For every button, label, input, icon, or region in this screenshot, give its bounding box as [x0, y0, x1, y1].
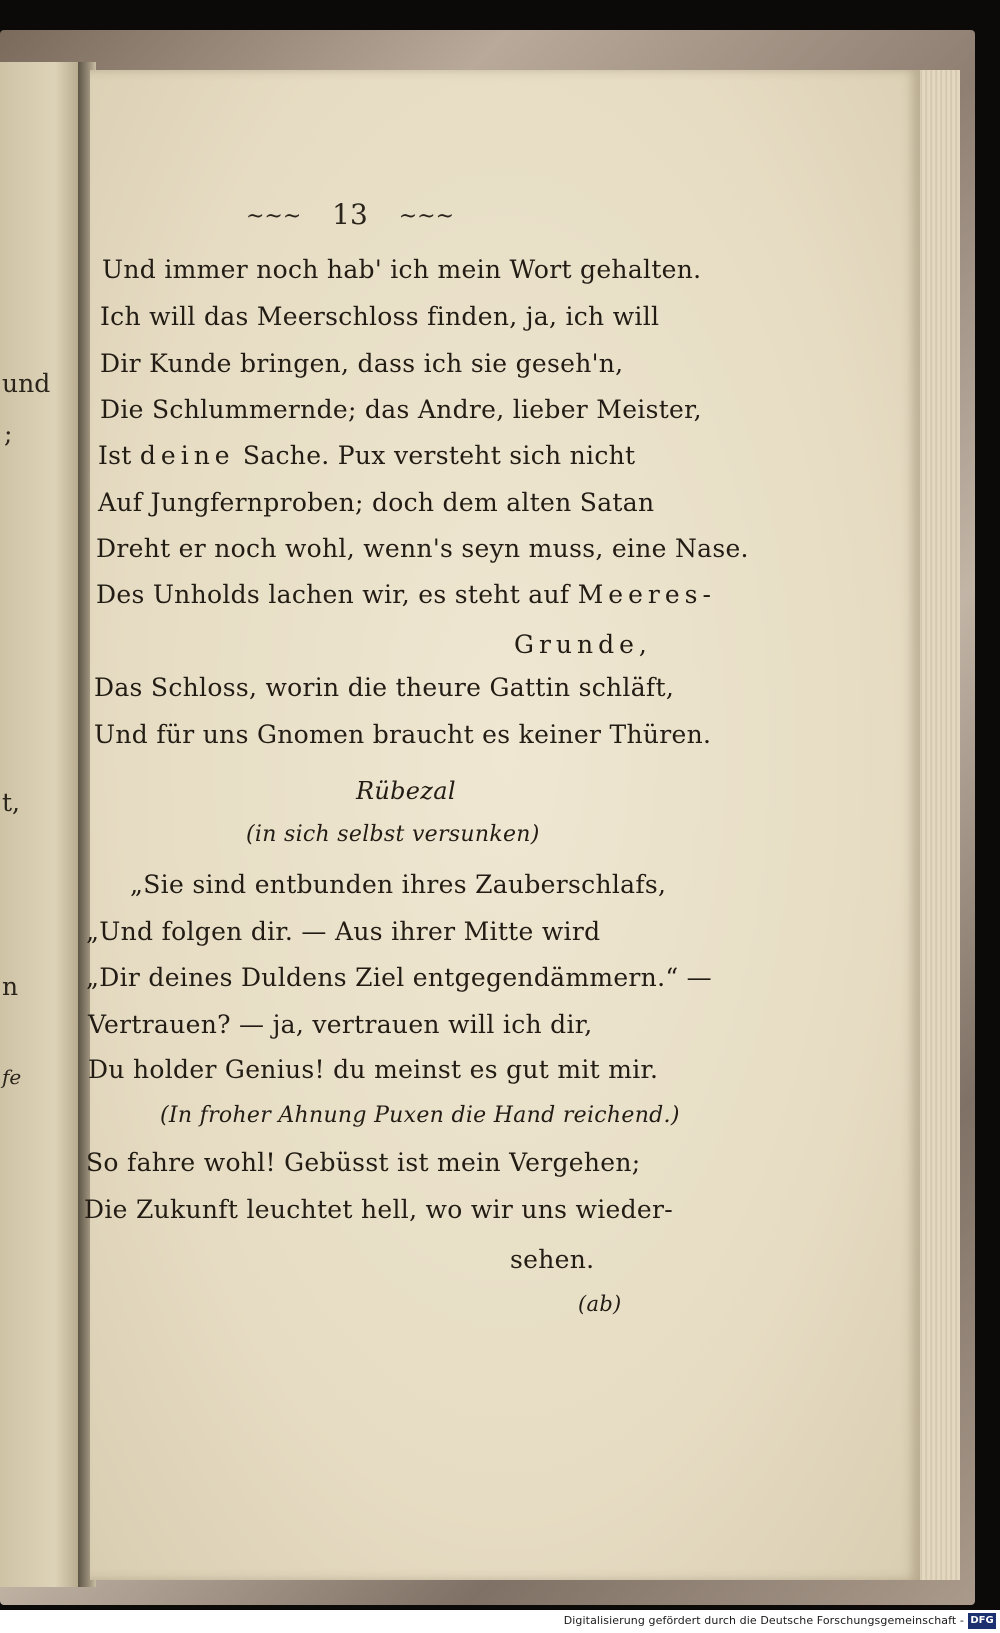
- verse-text: Des Unholds lachen wir, es steht auf: [96, 580, 578, 609]
- emphasis-text: Meeres-: [577, 580, 716, 609]
- left-page-fragment: t,: [2, 788, 20, 817]
- left-page-fragment: ;: [4, 419, 13, 448]
- verse-line: Du holder Genius! du meinst es gut mit mir.: [88, 1055, 659, 1084]
- dfg-logo: DFG: [968, 1613, 996, 1629]
- verse-text: ,: [638, 630, 648, 659]
- ornament-right: ~~~: [398, 204, 455, 229]
- page-edge: [918, 70, 960, 1580]
- book-page: [84, 70, 920, 1580]
- page-number: 13: [332, 198, 368, 231]
- verse-line: sehen.: [510, 1245, 595, 1274]
- verse-line: [98, 441, 635, 470]
- stage-direction: (In froher Ahnung Puxen die Hand reichend.): [160, 1103, 680, 1128]
- verse-text: Ist: [98, 441, 140, 470]
- speaker-name: Rübezal: [356, 777, 456, 805]
- left-page-fragment: n: [2, 972, 19, 1001]
- left-page-fragment: und: [2, 369, 51, 398]
- ornament-left: ~~~: [245, 204, 302, 229]
- emphasis-text: Grunde: [514, 630, 639, 659]
- left-page: [0, 62, 78, 1587]
- stage-direction: (in sich selbst versunken): [246, 822, 540, 847]
- footer-bar: [0, 1610, 1000, 1633]
- verse-line: [514, 630, 647, 659]
- quote-line: „Dir deines Duldens Ziel entgegendämmern.“ —: [86, 963, 712, 992]
- verse-line: Dreht er noch wohl, wenn's seyn muss, eine Nase.: [96, 534, 749, 563]
- verse-line: Die Schlummernde; das Andre, lieber Meister,: [100, 395, 702, 424]
- verse-line: Das Schloss, worin die theure Gattin schläft,: [94, 673, 675, 702]
- funding-credit: Digitalisierung gefördert durch die Deutsche Forschungsgemeinschaft -: [563, 1614, 964, 1627]
- verse-line: [96, 580, 716, 609]
- verse-line: Die Zukunft leuchtet hell, wo wir uns wieder-: [84, 1195, 674, 1224]
- emphasis-text: deine: [139, 441, 235, 470]
- verse-line: Vertrauen? — ja, vertrauen will ich dir,: [88, 1010, 593, 1039]
- verse-line: Und immer noch hab' ich mein Wort gehalten.: [102, 255, 702, 284]
- verse-line: Auf Jungfernproben; doch dem alten Satan: [98, 488, 655, 517]
- verse-line: So fahre wohl! Gebüsst ist mein Vergehen;: [86, 1148, 641, 1177]
- quote-line: „Und folgen dir. — Aus ihrer Mitte wird: [86, 917, 601, 946]
- quote-line: „Sie sind entbunden ihres Zauberschlafs,: [130, 870, 667, 899]
- left-page-fragment: fe: [2, 1065, 22, 1089]
- page-header: [90, 198, 610, 231]
- verse-line: Ich will das Meerschloss finden, ja, ich will: [100, 302, 660, 331]
- verse-line: Dir Kunde bringen, dass ich sie geseh'n,: [100, 349, 624, 378]
- verse-text: Sache. Pux versteht sich nicht: [234, 441, 636, 470]
- exit-direction: (ab): [578, 1292, 622, 1316]
- verse-line: Und für uns Gnomen braucht es keiner Thüren.: [94, 720, 712, 749]
